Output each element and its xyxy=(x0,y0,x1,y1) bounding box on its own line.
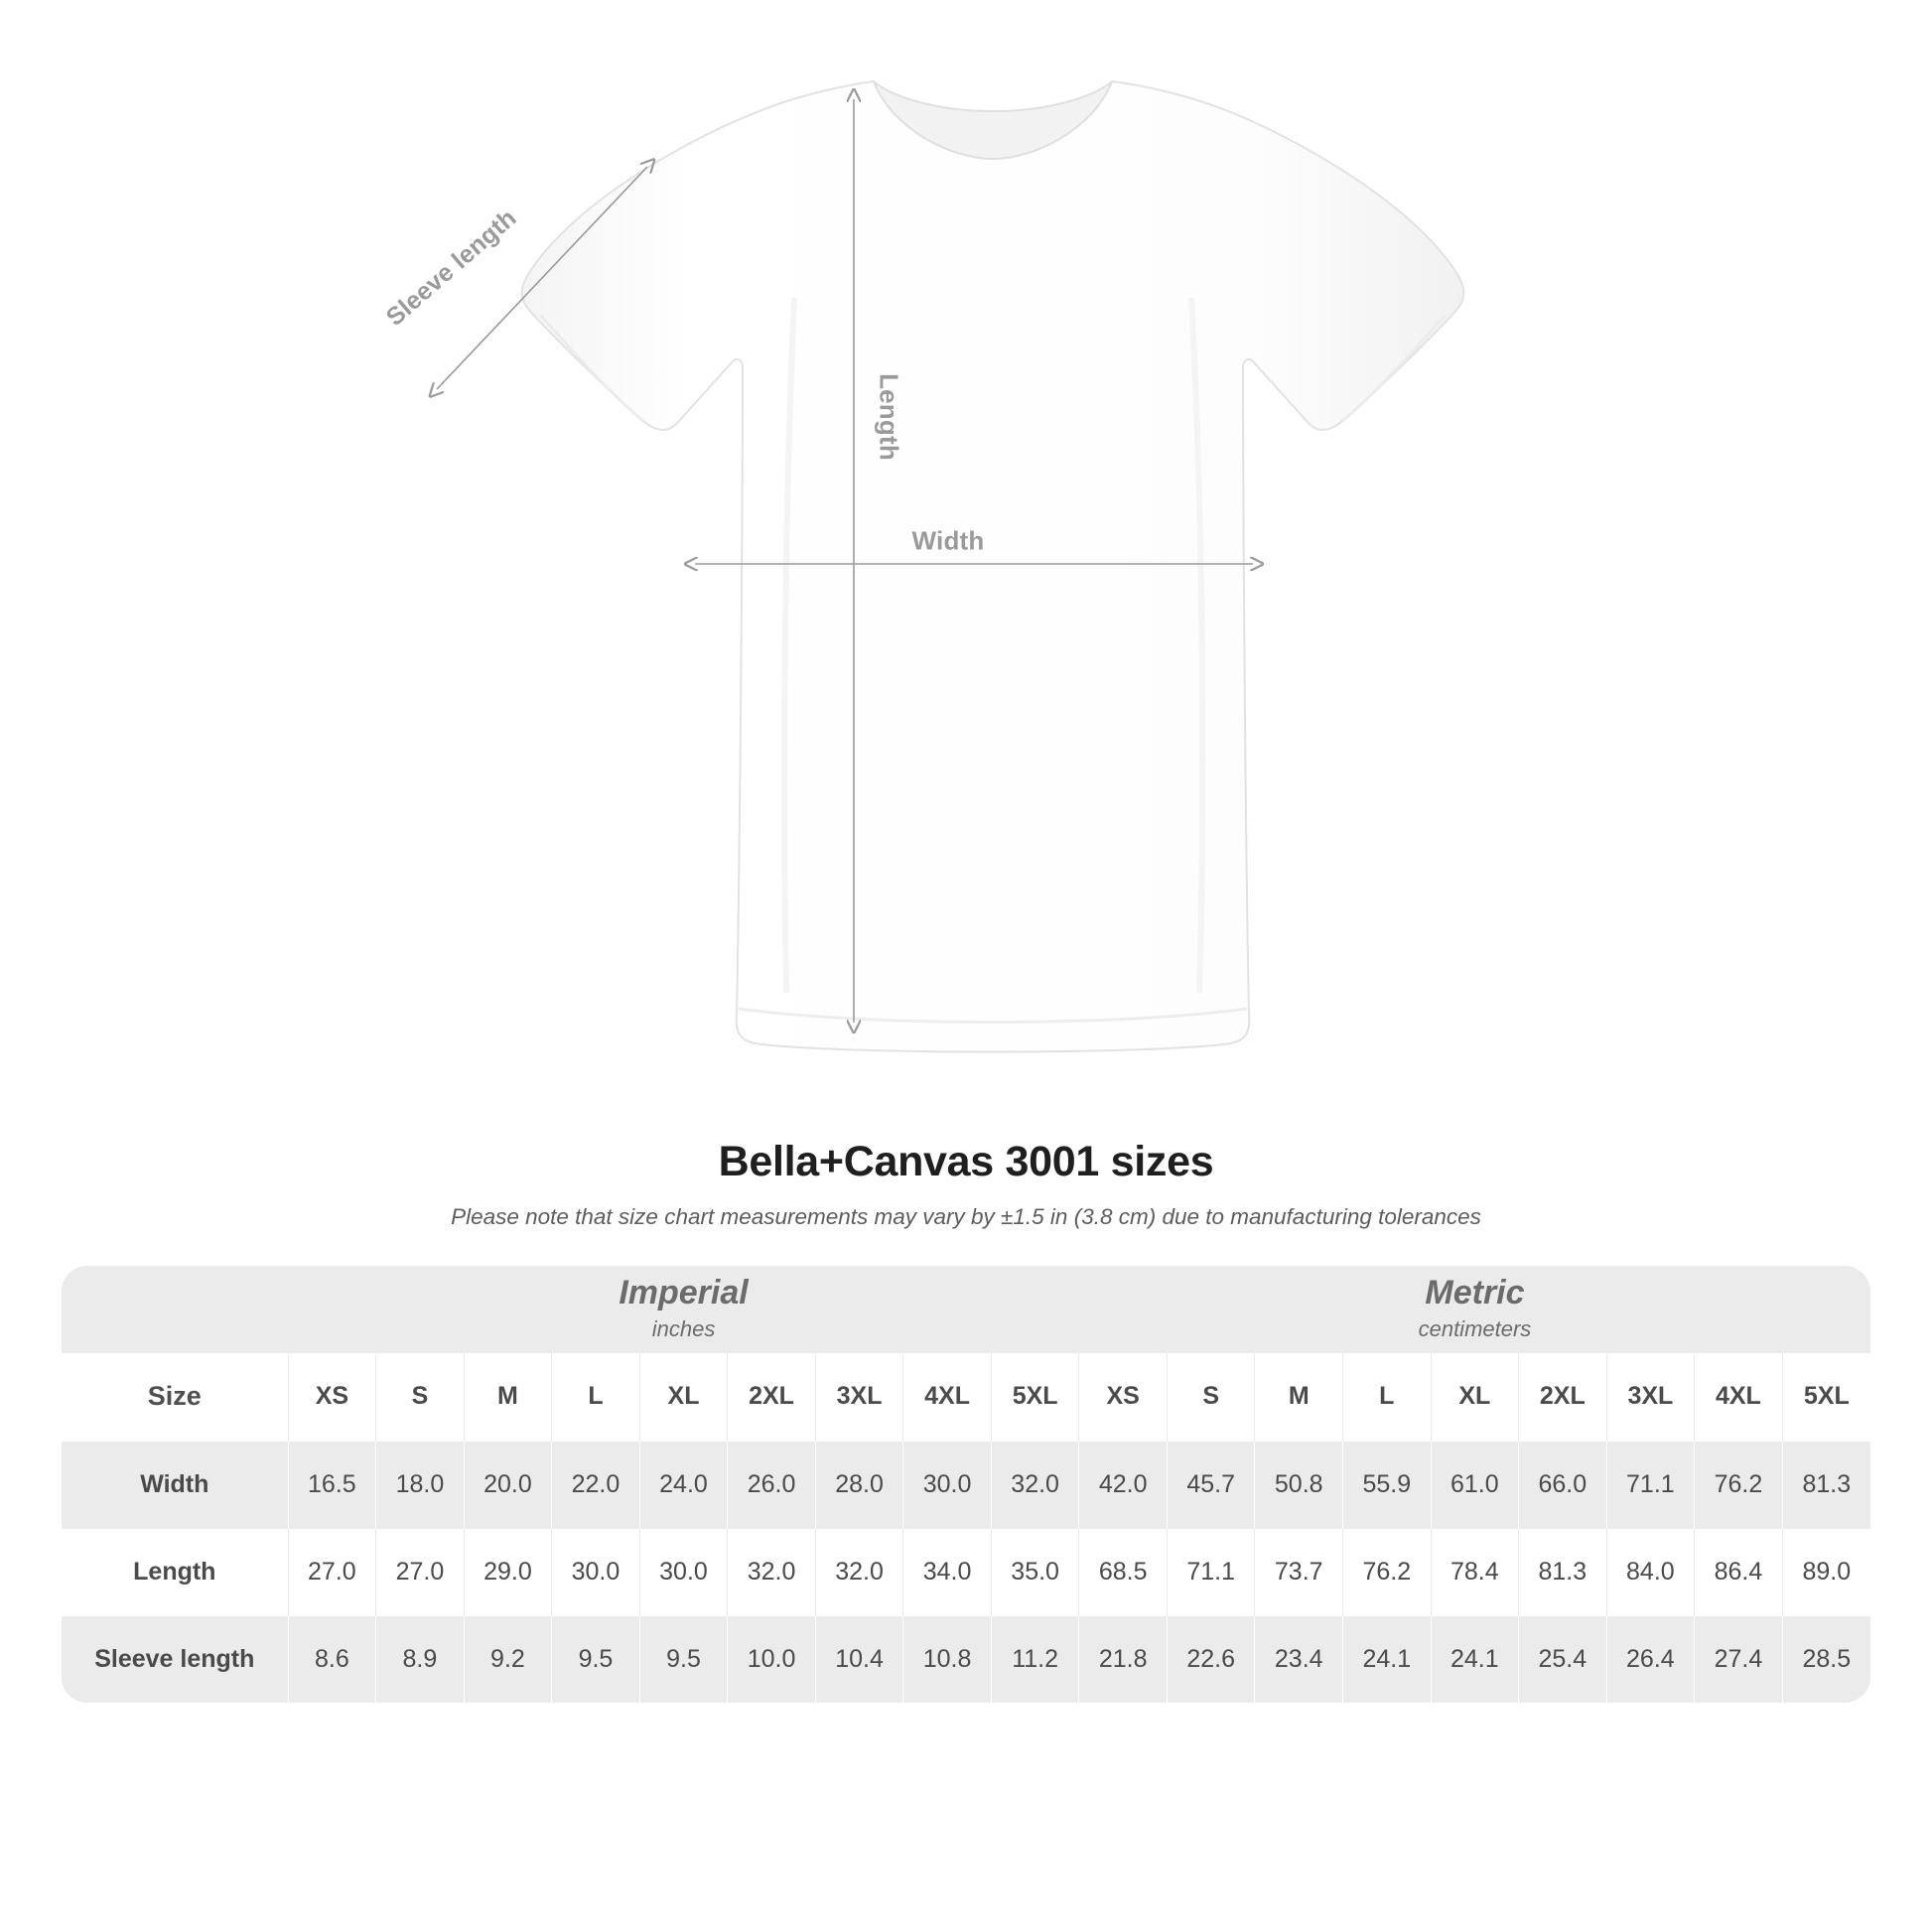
measurement-cell: 9.5 xyxy=(639,1615,728,1703)
unit-subtitle: inches xyxy=(651,1316,716,1342)
sleeve-length-label: Sleeve length xyxy=(380,204,522,332)
size-header-cell: XL xyxy=(1431,1353,1519,1441)
size-header-cell: XL xyxy=(639,1353,728,1441)
width-label: Width xyxy=(911,525,985,556)
measurement-cell: 11.2 xyxy=(991,1615,1079,1703)
measurement-cell: 9.5 xyxy=(552,1615,640,1703)
size-header-cell: XS xyxy=(288,1353,376,1441)
measurement-cell: 28.5 xyxy=(1782,1615,1870,1703)
row-header: Length xyxy=(62,1528,288,1615)
measurement-cell: 8.6 xyxy=(288,1615,376,1703)
measurement-cell: 16.5 xyxy=(288,1441,376,1528)
size-header-cell: 2XL xyxy=(1519,1353,1607,1441)
unit-header-spacer xyxy=(62,1266,288,1353)
measurement-cell: 66.0 xyxy=(1519,1441,1607,1528)
size-header-cell: 5XL xyxy=(991,1353,1079,1441)
measurement-cell: 86.4 xyxy=(1695,1528,1783,1615)
title-block xyxy=(0,1138,1932,1230)
table-row xyxy=(62,1528,1870,1615)
measurement-cell: 78.4 xyxy=(1431,1528,1519,1615)
measurement-cell: 24.1 xyxy=(1431,1615,1519,1703)
measurement-cell: 27.4 xyxy=(1695,1615,1783,1703)
measurement-cell: 30.0 xyxy=(639,1528,728,1615)
measurement-cell: 22.0 xyxy=(552,1441,640,1528)
unit-header-row xyxy=(62,1266,1870,1353)
tolerance-note: Please note that size chart measurements may vary by ±1.5 in (3.8 cm) due to manufacturing tolerances xyxy=(451,1204,1481,1229)
measurement-cell: 32.0 xyxy=(815,1528,903,1615)
size-header-cell: 2XL xyxy=(728,1353,816,1441)
size-header-cell: M xyxy=(1255,1353,1343,1441)
size-header-cell: M xyxy=(464,1353,552,1441)
measurement-cell: 50.8 xyxy=(1255,1441,1343,1528)
measurement-cell: 73.7 xyxy=(1255,1528,1343,1615)
measurement-cell: 26.4 xyxy=(1606,1615,1695,1703)
unit-name: Imperial xyxy=(619,1273,749,1311)
measurement-cell: 22.6 xyxy=(1167,1615,1255,1703)
unit-subtitle: centimeters xyxy=(1418,1316,1532,1342)
measurement-cell: 71.1 xyxy=(1606,1441,1695,1528)
size-table xyxy=(62,1266,1870,1703)
measurement-cell: 76.2 xyxy=(1695,1441,1783,1528)
size-header-cell: 3XL xyxy=(815,1353,903,1441)
measurement-cell: 25.4 xyxy=(1519,1615,1607,1703)
table-row xyxy=(62,1441,1870,1528)
measurement-cell: 21.8 xyxy=(1079,1615,1168,1703)
measurement-cell: 81.3 xyxy=(1782,1441,1870,1528)
page-title: Bella+Canvas 3001 sizes xyxy=(718,1138,1214,1185)
unit-header-metric xyxy=(1079,1266,1870,1353)
measurement-cell: 30.0 xyxy=(903,1441,992,1528)
row-header: Width xyxy=(62,1441,288,1528)
measurement-cell: 32.0 xyxy=(728,1528,816,1615)
size-header-cell: 4XL xyxy=(903,1353,992,1441)
measurement-cell: 42.0 xyxy=(1079,1441,1168,1528)
measurement-cell: 89.0 xyxy=(1782,1528,1870,1615)
measurement-cell: 68.5 xyxy=(1079,1528,1168,1615)
measurement-cell: 76.2 xyxy=(1343,1528,1432,1615)
unit-header-imperial xyxy=(288,1266,1079,1353)
measurement-cell: 35.0 xyxy=(991,1528,1079,1615)
measurement-cell: 27.0 xyxy=(376,1528,465,1615)
measurement-cell: 71.1 xyxy=(1167,1528,1255,1615)
measurement-cell: 26.0 xyxy=(728,1441,816,1528)
length-label: Length xyxy=(874,373,904,461)
measurement-cell: 32.0 xyxy=(991,1441,1079,1528)
size-header-cell: L xyxy=(552,1353,640,1441)
measurement-cell: 20.0 xyxy=(464,1441,552,1528)
measurement-cell: 24.0 xyxy=(639,1441,728,1528)
size-header-cell: 5XL xyxy=(1782,1353,1870,1441)
measurement-cell: 10.4 xyxy=(815,1615,903,1703)
measurement-cell: 24.1 xyxy=(1343,1615,1432,1703)
measurement-cell: 27.0 xyxy=(288,1528,376,1615)
size-header-cell: S xyxy=(376,1353,465,1441)
size-header-cell: 3XL xyxy=(1606,1353,1695,1441)
measurement-cell: 28.0 xyxy=(815,1441,903,1528)
measurement-cell: 45.7 xyxy=(1167,1441,1255,1528)
measurement-cell: 84.0 xyxy=(1606,1528,1695,1615)
measurement-cell: 10.0 xyxy=(728,1615,816,1703)
measurement-cell: 18.0 xyxy=(376,1441,465,1528)
size-header-row xyxy=(62,1353,1870,1441)
size-header-cell: XS xyxy=(1079,1353,1168,1441)
measurement-cell: 61.0 xyxy=(1431,1441,1519,1528)
unit-name: Metric xyxy=(1425,1273,1525,1311)
measurement-cell: 55.9 xyxy=(1343,1441,1432,1528)
size-header-cell: S xyxy=(1167,1353,1255,1441)
size-header-cell: 4XL xyxy=(1695,1353,1783,1441)
table-row xyxy=(62,1615,1870,1703)
measurement-cell: 81.3 xyxy=(1519,1528,1607,1615)
measurement-cell: 29.0 xyxy=(464,1528,552,1615)
size-column-header: Size xyxy=(62,1353,288,1441)
measurement-cell: 34.0 xyxy=(903,1528,992,1615)
size-table-container xyxy=(62,1266,1870,1703)
size-header-cell: L xyxy=(1343,1353,1432,1441)
measurement-cell: 10.8 xyxy=(903,1615,992,1703)
measurement-cell: 8.9 xyxy=(376,1615,465,1703)
measurement-cell: 23.4 xyxy=(1255,1615,1343,1703)
measurement-cell: 9.2 xyxy=(464,1615,552,1703)
row-header: Sleeve length xyxy=(62,1615,288,1703)
measurement-cell: 30.0 xyxy=(552,1528,640,1615)
tshirt-shape xyxy=(522,81,1464,1052)
